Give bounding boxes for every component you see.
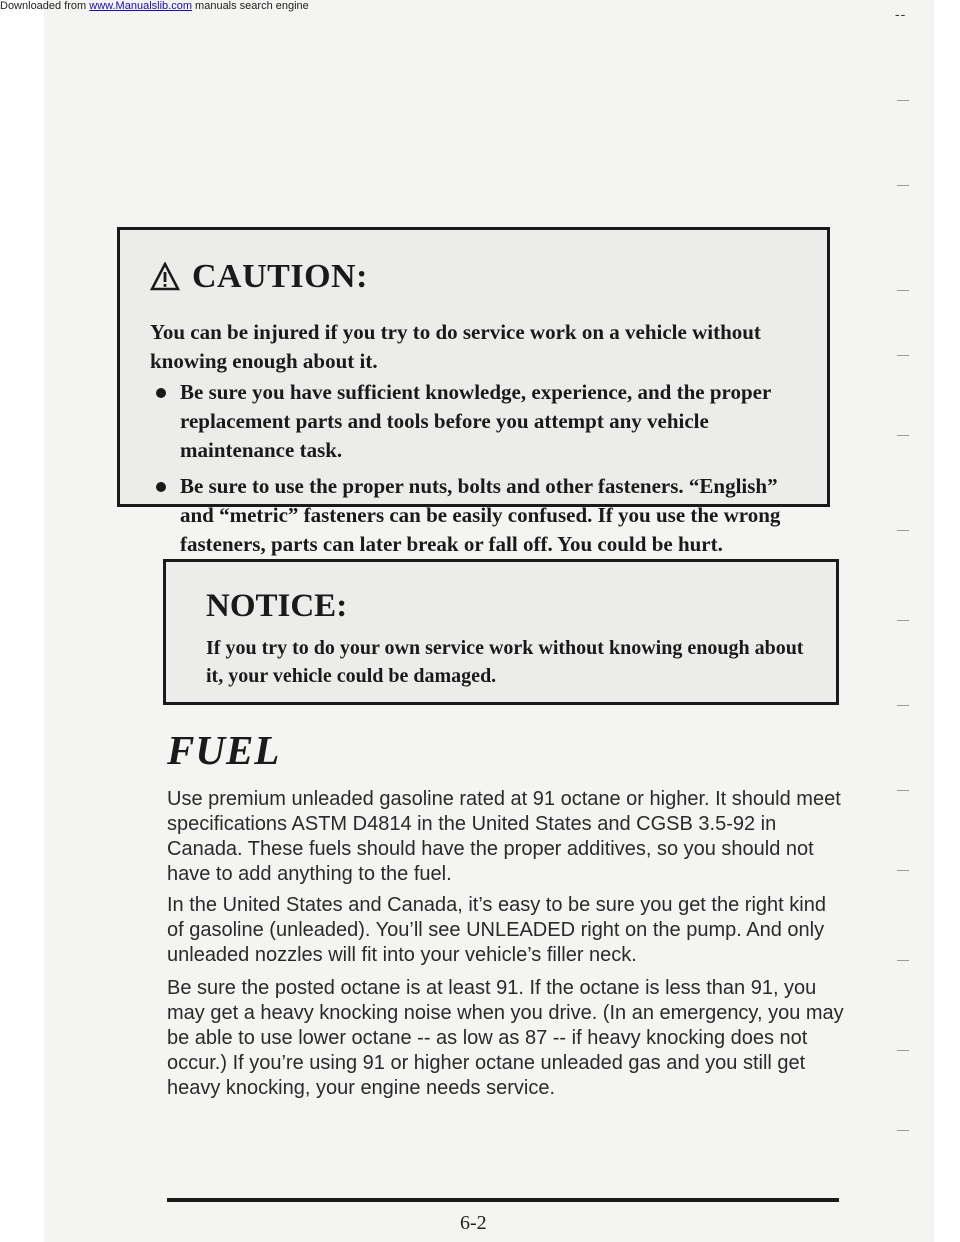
caution-bullet-text: Be sure you have sufficient knowledge, experience, and the proper replacement parts and tools before you attempt any vehicle maintenance task. [180, 380, 771, 462]
caution-bullet [150, 378, 810, 465]
caution-bullet-list [150, 378, 810, 566]
margin-tick [897, 290, 909, 291]
margin-tick [897, 620, 909, 621]
margin-tick [897, 355, 909, 356]
caution-box [117, 227, 830, 556]
fuel-paragraph: In the United States and Canada, it’s easy to be sure you get the right kind of gasoline (unleaded). You’ll see UNLEADED right on the pump. And only unleaded nozzles will fit into your vehicle’s filler neck. [167, 894, 826, 966]
fuel-paragraph: Use premium unleaded gasoline rated at 91 octane or higher. It should meet specifications ASTM D4814 in the United States and CGSB 3.5-92 in Canada. These fuels should have the proper additives, so you should not have to add anything to the fuel. [167, 788, 841, 885]
margin-tick [897, 790, 909, 791]
caution-title: CAUTION: [192, 258, 368, 295]
caution-bullet-text: Be sure to use the proper nuts, bolts and other fasteners. “English” and “metric” fasteners can be easily confused. If you use the wrong fasteners, parts can later break or fall off. You could be hurt. [180, 474, 781, 556]
download-banner [0, 0, 309, 12]
margin-tick [897, 1050, 909, 1051]
margin-tick [897, 960, 909, 961]
banner-tagline: manuals search engine [195, 0, 309, 12]
margin-tick [897, 100, 909, 101]
fuel-heading: FUEL [167, 727, 281, 773]
bullet-icon [156, 482, 166, 492]
caution-bullet [150, 472, 810, 559]
bullet-icon [156, 388, 166, 398]
caution-heading [150, 258, 368, 296]
notice-heading: NOTICE: [206, 588, 348, 624]
warning-triangle-icon [150, 262, 180, 292]
margin-tick [897, 705, 909, 706]
margin-tick [897, 870, 909, 871]
margin-tick [897, 185, 909, 186]
page-number: 6-2 [460, 1212, 487, 1234]
footer-rule [167, 1198, 839, 1202]
fuel-paragraph: Be sure the posted octane is at least 91. If the octane is less than 91, you may get a heavy knocking noise when you drive. (In an emergency, you may be able to use lower octane -- as low as 87 -- if heavy knocking does not occur.) If you’re using 91 or higher octane unleaded gas and you still get heavy knocking, your engine needs service. [167, 977, 844, 1099]
margin-tick [897, 435, 909, 436]
notice-text: If you try to do your own service work without knowing enough about it, your vehicle could be damaged. [206, 637, 804, 687]
margin-tick [897, 1130, 909, 1131]
manualslib-link[interactable]: www.Manualslib.com [89, 0, 192, 12]
notice-box [163, 559, 839, 705]
banner-prefix: Downloaded from [0, 0, 87, 12]
margin-tick [897, 530, 909, 531]
caution-intro: You can be injured if you try to do service work on a vehicle without knowing enough about it. [150, 320, 761, 373]
corner-mark: -- [895, 6, 907, 22]
